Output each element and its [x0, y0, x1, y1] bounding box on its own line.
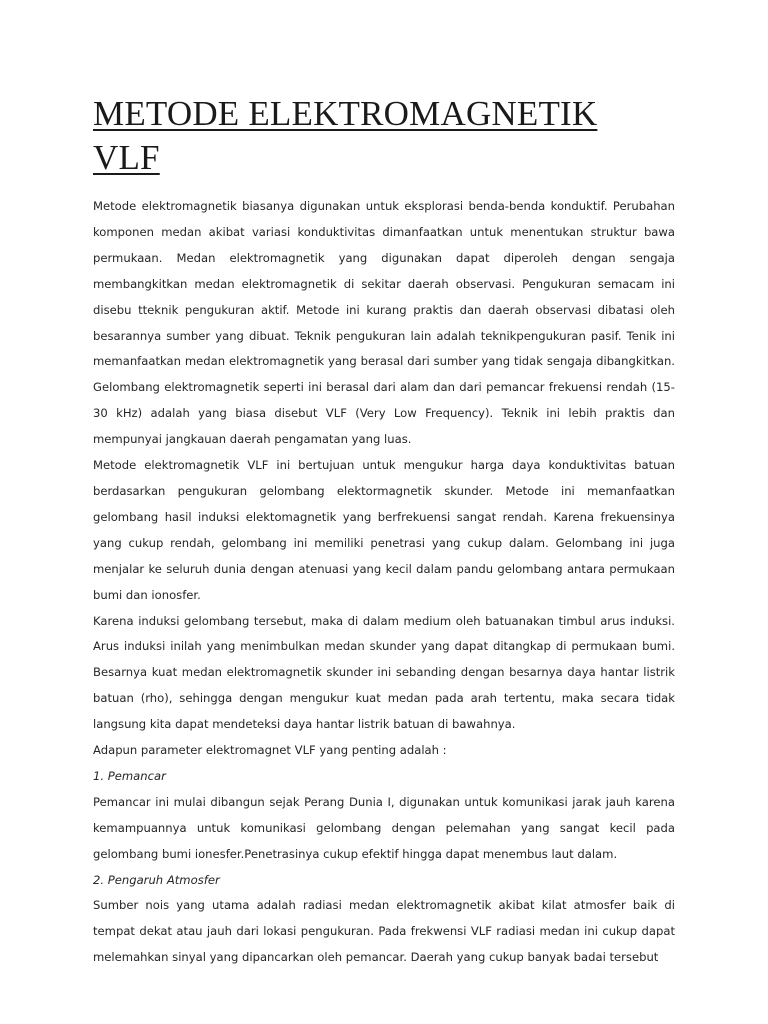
paragraph-atmosfer: Sumber nois yang utama adalah radiasi medan elektromagnetik akibat kilat atmosfer baik di tempat dekat atau jauh dari lokasi pengukuran. Pada frekwensi VLF radiasi medan ini cukup dapat melemahkan sinyal yang dipancarkan oleh pemancar. Daerah yang cukup banyak badai tersebut: [93, 898, 675, 965]
paragraph-vlf-purpose: Metode elektromagnetik VLF ini bertujuan untuk mengukur harga daya konduktivitas batuan berdasarkan pengukuran gelombang elektormagnetik skunder. Metode ini memanfaatkan gelombang hasil induksi elektomagnetik yang berfrekuensi sangat rendah. Karena frekuensinya yang cukup rendah, gelombang ini memiliki penetrasi yang cukup dalam. Gelombang ini juga menjalar ke seluruh dunia dengan atenuasi yang kecil dalam pandu gelombang antara permukaan bumi dan ionosfer.: [93, 458, 675, 602]
paragraph-induction: Karena induksi gelombang tersebut, maka di dalam medium oleh batuanakan timbul arus induksi. Arus induksi inilah yang menimbulkan medan skunder yang dapat ditangkap di permukaan bumi. Besarnya kuat medan elektromagnetik skunder ini sebanding dengan besarnya daya hantar listrik batuan (rho), sehingga dengan mengukur kuat medan pada arah tertentu, maka secara tidak langsung kita dapat mendeteksi daya hantar listrik batuan di bawahnya.: [93, 613, 675, 732]
section-heading-pemancar: 1. Pemancar: [93, 768, 166, 783]
paragraph-parameters-intro: Adapun parameter elektromagnet VLF yang penting adalah :: [93, 743, 447, 758]
paragraph-pemancar: Pemancar ini mulai dibangun sejak Perang Dunia I, digunakan untuk komunikasi jarak jauh karena kemampuannya untuk komunikasi gelombang dengan pelemahan yang sangat kecil pada gelombang bumi ionesfer.Penetrasinya cukup efektif hingga dapat menembus laut dalam.: [93, 794, 675, 861]
document-title: METODE ELEKTROMAGNETIK VLF: [93, 94, 598, 177]
document-body: [93, 194, 675, 971]
paragraph-intro: Metode elektromagnetik biasanya digunakan untuk eksplorasi benda-benda konduktif. Perubahan komponen medan akibat variasi konduktivitas dimanfaatkan untuk menentukan struktur bawa permukaan. Medan elektromagnetik yang digunakan dapat diperoleh dengan sengaja membangkitkan medan elektromagnetik di sekitar daerah observasi. Pengukuran semacam ini disebu tteknik pengukuran aktif. Metode ini kurang praktis dan daerah observasi dibatasi oleh besarannya sumber yang dibuat. Teknik pengukuran lain adalah teknikpengukuran pasif. Tenik ini memanfaatkan medan elektromagnetik yang berasal dari sumber yang tidak sengaja dibangkitkan. Gelombang elektromagnetik seperti ini berasal dari alam dan dari pemancar frekuensi rendah (15-30 kHz) adalah yang biasa disebut VLF (Very Low Frequency). Teknik ini lebih praktis dan mempunyai jangkauan daerah pengamatan yang luas.: [93, 199, 675, 447]
section-heading-atmosfer: 2. Pengaruh Atmosfer: [93, 872, 220, 887]
